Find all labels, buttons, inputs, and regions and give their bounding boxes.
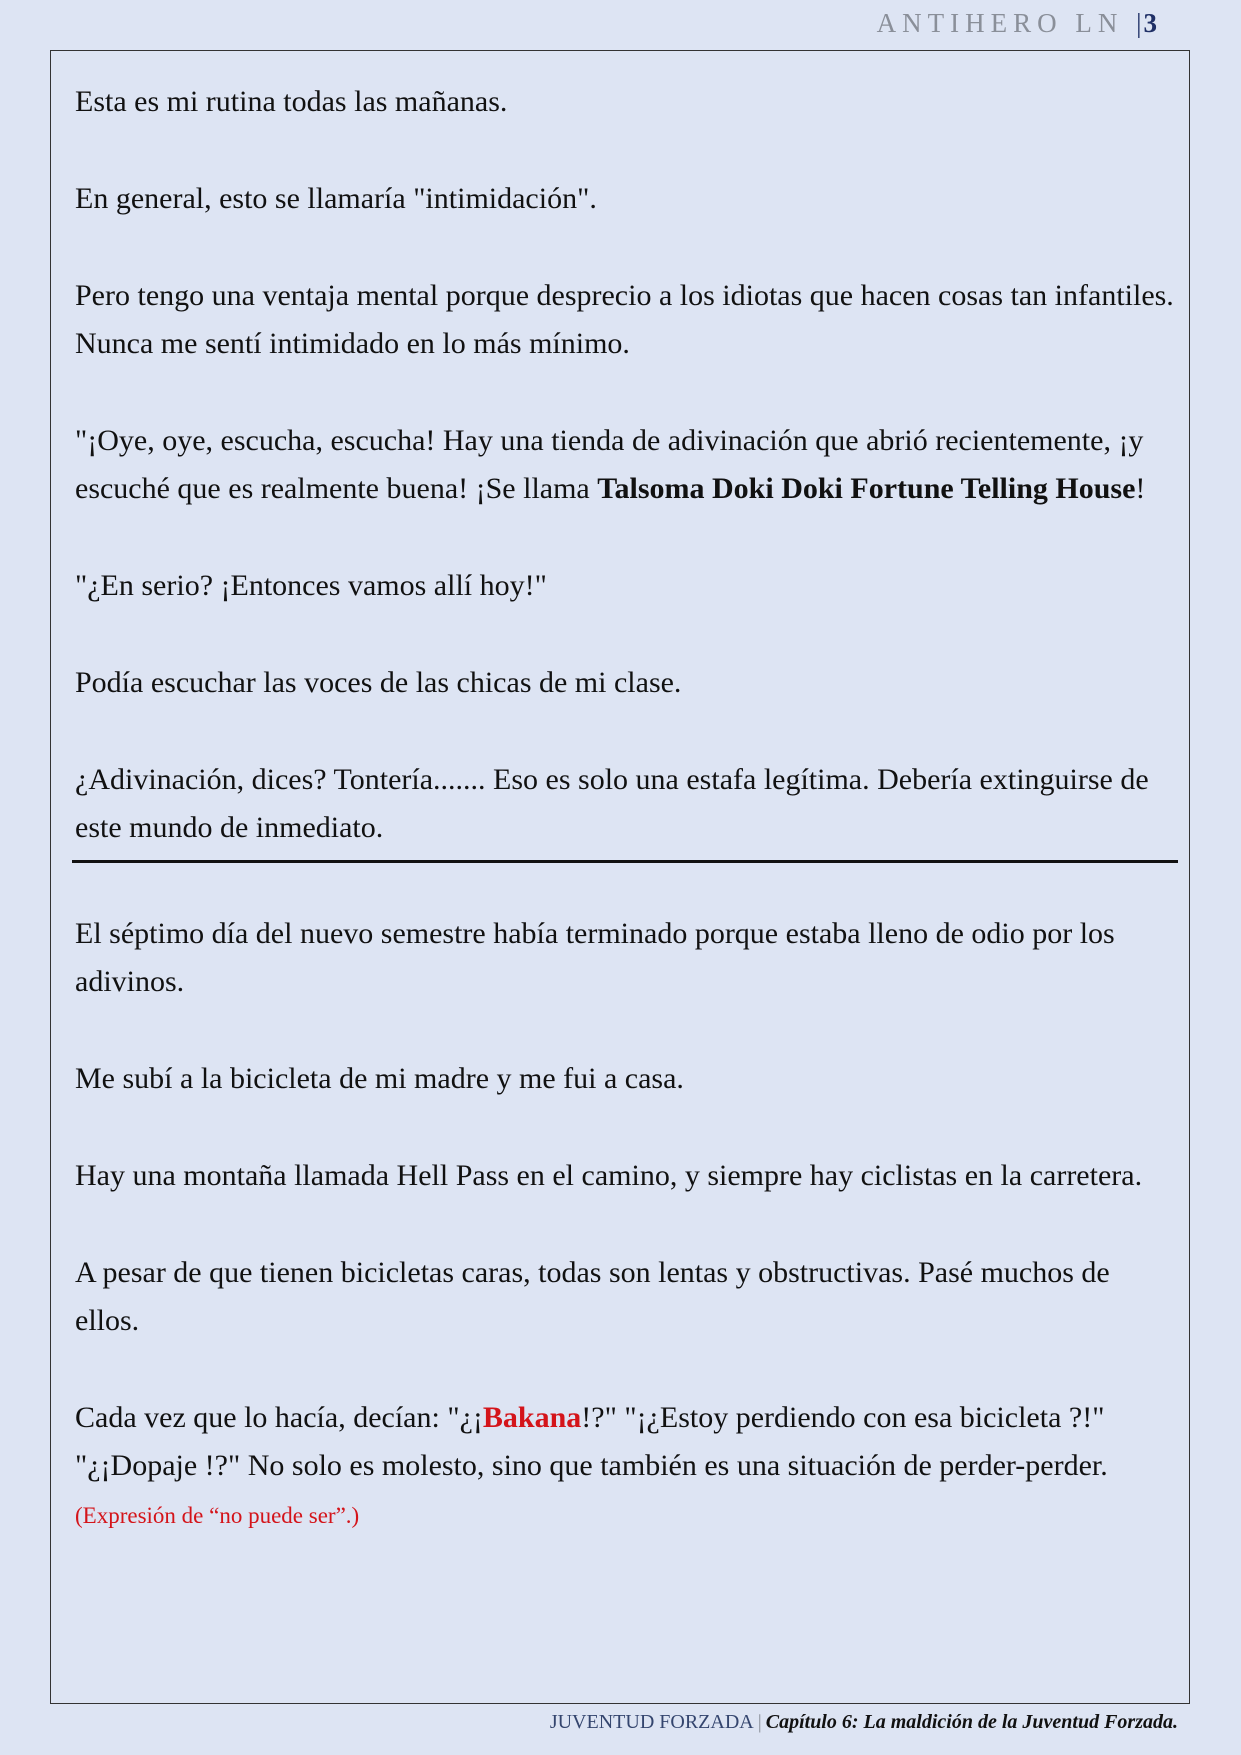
paragraph: Me subí a la bicicleta de mi madre y me fui a casa. xyxy=(75,1062,684,1095)
paragraph-text: "¡Oye, oye, escucha, escucha! Hay una tienda de adivinación que abrió recientemente, ¡y escuché que es realmente buena! ¡Se llama xyxy=(75,424,1144,505)
page-header xyxy=(877,8,1157,39)
paragraph: "¿En serio? ¡Entonces vamos allí hoy!" xyxy=(75,569,547,602)
paragraph: A pesar de que tienen bicicletas caras, todas son lentas y obstructivas. Pasé muchos de ellos. xyxy=(75,1256,1110,1337)
translator-note: (Expresión de “no puede ser”.) xyxy=(75,1503,360,1528)
paragraph xyxy=(75,417,1175,513)
paragraph: Esta es mi rutina todas las mañanas. xyxy=(75,85,508,118)
header-separator: | xyxy=(1136,8,1144,38)
header-series: ANTIHERO LN xyxy=(876,8,1124,38)
paragraph: Hay una montaña llamada Hell Pass en el camino, y siempre hay ciclistas en la carretera. xyxy=(75,1159,1143,1192)
paragraph xyxy=(75,1394,1175,1540)
paragraph: En general, esto se llamaría "intimidación". xyxy=(75,182,597,215)
paragraph-text: Cada vez que lo hacía, decían: "¿¡ xyxy=(75,1401,483,1434)
paragraph-text: ! xyxy=(1135,472,1146,505)
paragraph: El séptimo día del nuevo semestre había terminado porque estaba lleno de odio por los adivinos. xyxy=(75,917,1115,998)
paragraph: Podía escuchar las voces de las chicas de mi clase. xyxy=(75,666,682,699)
shop-name: Talsoma Doki Doki Fortune Telling House xyxy=(597,472,1136,505)
paragraph: Pero tengo una ventaja mental porque desprecio a los idiotas que hacen cosas tan infantiles. Nunca me sentí intimidado en lo más mínimo. xyxy=(75,279,1174,360)
paragraph-text: !?" "¡¿Estoy perdiendo con esa bicicleta ?!" "¿¡Dopaje !?" No solo es molesto, sino que también es una situación de perder-perder. xyxy=(75,1401,1108,1482)
page-body xyxy=(75,78,1175,1589)
highlighted-word: Bakana xyxy=(482,1401,582,1434)
chapter-title: Capítulo 6: La maldición de la Juventud Forzada. xyxy=(765,1711,1178,1733)
page-number: 3 xyxy=(1143,8,1157,38)
paragraph: ¿Adivinación, dices? Tontería....... Eso es solo una estafa legítima. Debería extinguirse de este mundo de inmediato. xyxy=(75,763,1149,844)
footer-series: JUVENTUD FORZADA xyxy=(549,1711,754,1733)
footer-separator: | xyxy=(757,1711,762,1733)
scene-divider xyxy=(72,860,1178,863)
page-footer xyxy=(550,1711,1178,1734)
